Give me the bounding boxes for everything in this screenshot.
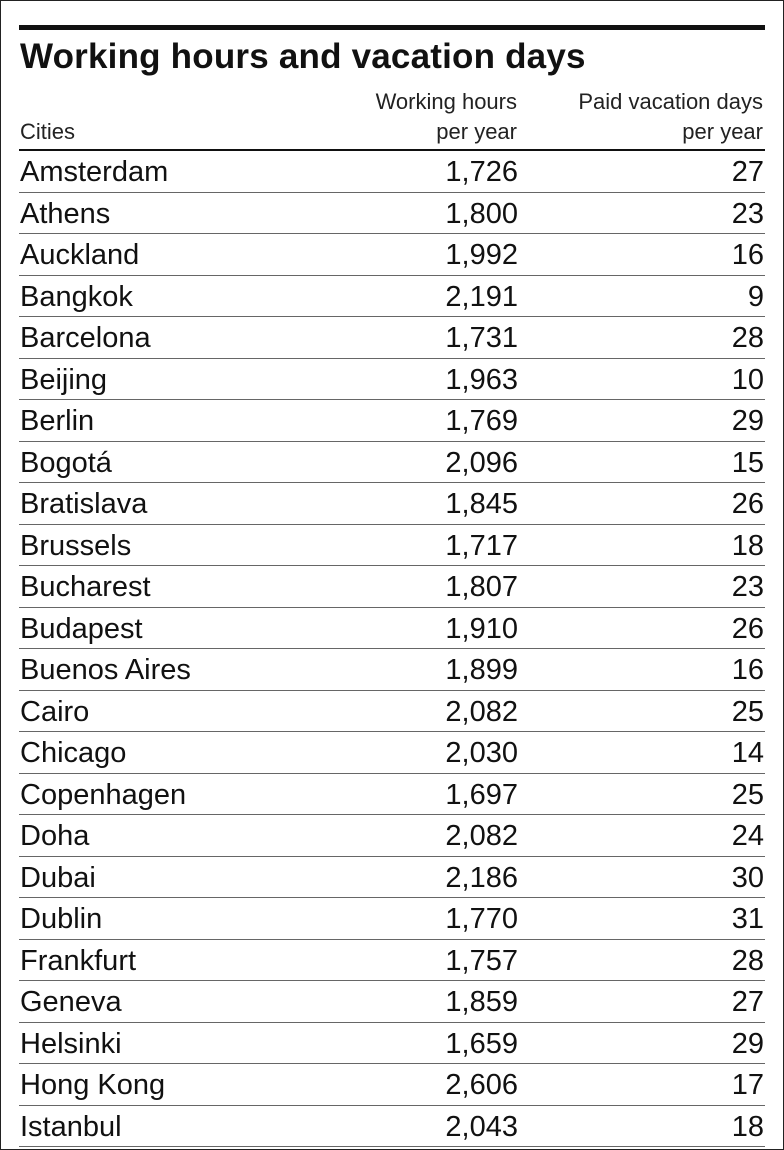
table-row <box>19 317 765 359</box>
table-row <box>19 1106 765 1148</box>
working-hours-cell: 1,717 <box>445 529 518 562</box>
city-cell: Geneva <box>20 986 122 1018</box>
city-cell: Buenos Aires <box>20 654 191 686</box>
table-row <box>19 981 765 1023</box>
table-row <box>19 525 765 567</box>
vacation-days-cell: 27 <box>731 986 764 1018</box>
city-cell: Barcelona <box>20 322 151 354</box>
vacation-days-cell: 23 <box>731 571 764 603</box>
working-hours-cell: 2,606 <box>445 1069 518 1101</box>
table-row <box>19 1023 765 1065</box>
vacation-days-cell: 15 <box>731 446 764 479</box>
working-hours-cell: 1,899 <box>445 654 518 686</box>
city-cell: Brussels <box>20 529 132 562</box>
working-hours-cell: 2,043 <box>445 1110 518 1143</box>
vacation-days-cell: 28 <box>731 322 764 354</box>
column-header-working-hours-line1: Working hours <box>375 89 517 114</box>
working-hours-cell: 1,770 <box>445 903 518 935</box>
table-row <box>19 857 765 899</box>
city-cell: Budapest <box>20 612 143 645</box>
column-header-working-hours-line2: per year <box>436 119 517 144</box>
city-cell: Bratislava <box>20 488 148 520</box>
vacation-days-cell: 26 <box>731 612 764 645</box>
working-hours-cell: 1,992 <box>445 239 518 271</box>
vacation-days-cell: 30 <box>731 861 764 894</box>
vacation-days-cell: 27 <box>731 156 764 188</box>
vacation-days-cell: 31 <box>731 903 764 935</box>
vacation-days-cell: 10 <box>731 363 764 396</box>
city-cell: Amsterdam <box>20 156 169 188</box>
table-row <box>19 649 765 691</box>
table-row <box>19 608 765 650</box>
working-hours-cell: 1,769 <box>445 405 518 437</box>
vacation-days-cell: 29 <box>731 1027 764 1060</box>
vacation-days-cell: 16 <box>731 654 764 686</box>
city-cell: Bangkok <box>20 280 133 313</box>
column-header-working-hours <box>297 87 517 147</box>
working-hours-cell: 1,845 <box>445 488 518 520</box>
working-hours-cell: 2,082 <box>445 820 518 852</box>
table-row <box>19 483 765 525</box>
vacation-days-cell: 14 <box>731 737 764 769</box>
title-rule <box>19 25 765 30</box>
column-header-vacation-days <box>523 87 763 147</box>
working-hours-cell: 1,859 <box>445 986 518 1018</box>
city-cell: Dublin <box>20 903 103 935</box>
city-cell: Doha <box>20 820 90 852</box>
table-row <box>19 276 765 318</box>
working-hours-cell: 1,731 <box>445 322 518 354</box>
table-row <box>19 442 765 484</box>
column-header-vacation-days-line2: per year <box>682 119 763 144</box>
working-hours-cell: 2,096 <box>445 446 518 479</box>
working-hours-cell: 1,910 <box>445 612 518 645</box>
table-row <box>19 815 765 857</box>
table-row <box>19 898 765 940</box>
working-hours-cell: 1,807 <box>445 571 518 603</box>
city-cell: Auckland <box>20 239 140 271</box>
table-row <box>19 359 765 401</box>
working-hours-cell: 2,030 <box>445 737 518 769</box>
city-cell: Istanbul <box>20 1110 122 1143</box>
vacation-days-cell: 18 <box>731 529 764 562</box>
working-hours-cell: 1,800 <box>445 197 518 230</box>
table-row <box>19 234 765 276</box>
city-cell: Chicago <box>20 737 127 769</box>
city-cell: Berlin <box>20 405 95 437</box>
working-hours-cell: 1,757 <box>445 944 518 977</box>
table-row <box>19 774 765 816</box>
city-cell: Bucharest <box>20 571 151 603</box>
table-row <box>19 691 765 733</box>
vacation-days-cell: 28 <box>731 944 764 977</box>
working-hours-cell: 1,659 <box>445 1027 518 1060</box>
city-cell: Beijing <box>20 363 108 396</box>
vacation-days-cell: 26 <box>731 488 764 520</box>
table-row <box>19 732 765 774</box>
table-row <box>19 566 765 608</box>
city-cell: Dubai <box>20 861 96 894</box>
column-header-vacation-days-line1: Paid vacation days <box>578 89 763 114</box>
city-cell: Hong Kong <box>20 1069 166 1101</box>
vacation-days-cell: 23 <box>731 197 764 230</box>
city-cell: Athens <box>20 197 111 230</box>
vacation-days-cell: 24 <box>731 820 764 852</box>
working-hours-cell: 1,963 <box>445 363 518 396</box>
column-header-cities: Cities <box>20 119 76 144</box>
city-cell: Bogotá <box>20 446 112 479</box>
working-hours-cell: 2,082 <box>445 695 518 728</box>
page-title: Working hours and vacation days <box>20 37 586 76</box>
city-cell: Cairo <box>20 695 90 728</box>
table-row <box>19 151 765 193</box>
table-row <box>19 940 765 982</box>
table-row <box>19 1064 765 1106</box>
table-body <box>19 151 765 1147</box>
working-hours-cell: 1,697 <box>445 778 518 811</box>
vacation-days-cell: 16 <box>731 239 764 271</box>
city-cell: Helsinki <box>20 1027 122 1060</box>
working-hours-cell: 1,726 <box>445 156 518 188</box>
vacation-days-cell: 9 <box>747 280 764 313</box>
table-row <box>19 193 765 235</box>
vacation-days-cell: 29 <box>731 405 764 437</box>
vacation-days-cell: 25 <box>731 695 764 728</box>
table-row <box>19 400 765 442</box>
city-cell: Frankfurt <box>20 944 137 977</box>
working-hours-cell: 2,191 <box>445 280 518 313</box>
vacation-days-cell: 17 <box>731 1069 764 1101</box>
vacation-days-cell: 25 <box>731 778 764 811</box>
vacation-days-cell: 18 <box>731 1110 764 1143</box>
city-cell: Copenhagen <box>20 778 187 811</box>
working-hours-cell: 2,186 <box>445 861 518 894</box>
